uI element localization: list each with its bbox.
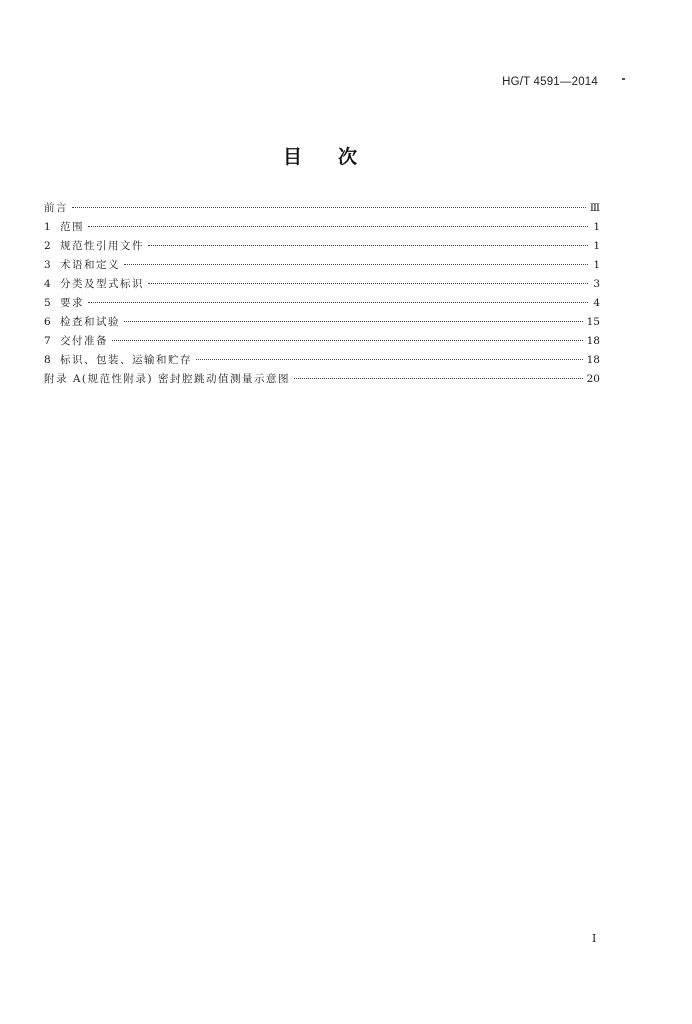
toc-entry-normative-references[interactable] <box>44 238 600 257</box>
toc-entry-scope[interactable] <box>44 219 600 238</box>
toc-entry-label: 附录 A(规范性附录) 密封腔跳动值测量示意图 <box>44 373 290 385</box>
page-title: 目次 <box>282 146 393 168</box>
toc-dot-leader <box>148 283 588 284</box>
toc-dot-leader <box>294 378 583 379</box>
toc-entry-delivery[interactable] <box>44 333 600 352</box>
toc-entry-page: 4 <box>593 297 600 309</box>
toc-dot-leader <box>88 302 588 303</box>
toc-dot-leader <box>88 226 588 227</box>
toc-entry-foreword[interactable] <box>44 200 600 219</box>
toc-entry-page: 18 <box>586 354 600 366</box>
toc-entry-number: 8 <box>44 354 51 366</box>
toc-entry-inspection-tests[interactable] <box>44 314 600 333</box>
toc-entry-requirements[interactable] <box>44 295 600 314</box>
toc-entry-number: 2 <box>44 240 51 252</box>
toc-entry-label: 规范性引用文件 <box>60 240 144 252</box>
standard-code: HG/T 4591—2014 <box>502 76 598 88</box>
toc-entry-page: 15 <box>586 316 600 328</box>
toc-dot-leader <box>72 207 586 208</box>
toc-entry-label: 交付准备 <box>60 335 108 347</box>
toc-entry-number: 5 <box>44 297 51 309</box>
toc-entry-page: 20 <box>586 373 600 385</box>
toc-dot-leader <box>196 359 583 360</box>
toc-entry-label: 前言 <box>44 202 68 214</box>
toc-entry-terms-definitions[interactable] <box>44 257 600 276</box>
scan-mark <box>622 78 625 80</box>
toc-entry-page: 1 <box>593 221 600 233</box>
toc-entry-label: 检查和试验 <box>60 316 120 328</box>
toc-entry-label: 分类及型式标识 <box>60 278 144 290</box>
toc-entry-label: 范围 <box>60 221 84 233</box>
toc-entry-number: 4 <box>44 278 51 290</box>
toc-entry-number: 1 <box>44 221 51 233</box>
toc-dot-leader <box>148 245 588 246</box>
toc-entry-marking-packaging[interactable] <box>44 352 600 371</box>
toc-entry-number: 7 <box>44 335 51 347</box>
page-number: Ⅰ <box>592 932 597 945</box>
toc-entry-number: 3 <box>44 259 51 271</box>
toc-entry-page: 3 <box>593 278 600 290</box>
toc-entry-page: 18 <box>586 335 600 347</box>
toc-entry-label: 术语和定义 <box>60 259 120 271</box>
toc-entry-page: Ⅲ <box>589 202 600 214</box>
toc-entry-page: 1 <box>593 259 600 271</box>
toc-entry-classification[interactable] <box>44 276 600 295</box>
toc-dot-leader <box>124 264 588 265</box>
toc-dot-leader <box>112 340 583 341</box>
toc-entry-number: 6 <box>44 316 51 328</box>
toc-entry-page: 1 <box>593 240 600 252</box>
toc-entry-label: 标识、包装、运输和贮存 <box>60 354 192 366</box>
toc-dot-leader <box>124 321 583 322</box>
toc-entry-label: 要求 <box>60 297 84 309</box>
table-of-contents <box>44 200 600 390</box>
toc-entry-appendix-a[interactable] <box>44 371 600 390</box>
